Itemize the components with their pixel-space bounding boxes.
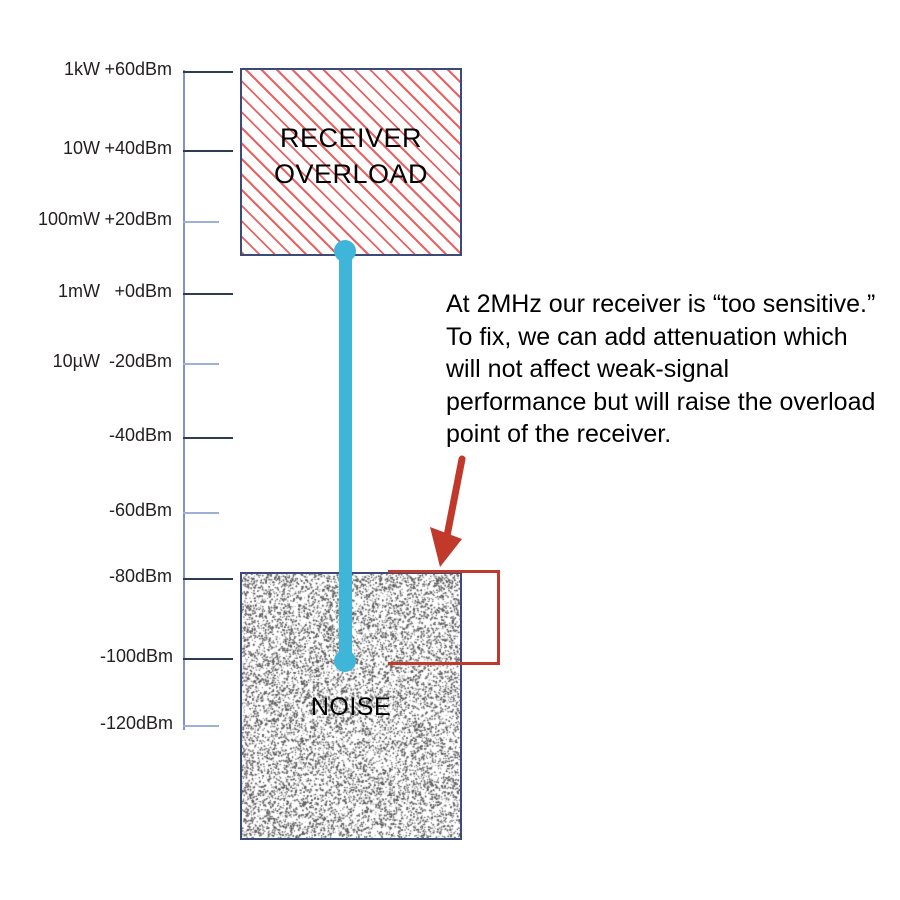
axis-tick — [183, 725, 219, 727]
axis-tick-label — [22, 425, 172, 446]
axis-tick-label — [22, 281, 172, 302]
axis-tick-label-dbm: +60dBm — [104, 59, 172, 79]
axis-tick-label-dbm: -120dBm — [100, 713, 174, 733]
axis-tick-label-dbm: -80dBm — [108, 566, 172, 586]
receiver-overload-label-line2: OVERLOAD — [273, 159, 429, 190]
receiver-overload-label — [240, 120, 462, 193]
axis-tick — [183, 71, 233, 73]
axis-tick — [183, 293, 233, 295]
axis-tick-label-dbm: -40dBm — [108, 425, 172, 445]
axis-tick-label-watts: 1kW — [64, 59, 100, 79]
axis-tick-label-dbm: -20dBm — [108, 351, 172, 371]
axis-tick-label — [22, 351, 172, 372]
axis-tick — [183, 658, 233, 660]
annotation-text: At 2MHz our receiver is “too sensitive.” To fix, we can add attenuation which will not affect weak-signal performance but will raise the overload point of the receiver. — [446, 290, 876, 448]
bracket-right-segment — [497, 570, 500, 665]
axis-tick — [183, 437, 233, 439]
axis-tick — [183, 512, 219, 514]
axis-tick-label-watts: 1mW — [58, 281, 100, 301]
axis-tick-label — [22, 566, 172, 587]
signal-range-bar — [339, 250, 352, 662]
attenuation-bracket — [388, 570, 500, 665]
signal-upper-endpoint-dot — [334, 240, 356, 262]
axis-tick-label-watts: 100mW — [37, 209, 100, 229]
axis-tick-label-watts: 10µW — [52, 351, 100, 371]
bracket-bottom-segment — [388, 662, 500, 665]
axis-tick-label-dbm: +40dBm — [104, 138, 172, 158]
axis-tick-label — [22, 59, 172, 80]
annotation-arrow-icon — [400, 455, 510, 575]
axis-vertical-line — [183, 70, 185, 730]
receiver-overload-label-line1: RECEIVER — [279, 123, 423, 153]
axis-tick-label — [22, 713, 172, 734]
axis-tick-label — [22, 138, 172, 159]
axis-tick-label — [22, 209, 172, 230]
axis-tick — [183, 150, 233, 152]
noise-label: NOISE — [310, 693, 392, 721]
axis-tick-label-dbm: +0dBm — [114, 281, 172, 301]
axis-tick-label-watts: 10W — [62, 138, 100, 158]
axis-tick-label-dbm: -100dBm — [100, 646, 174, 666]
axis-tick — [183, 221, 219, 223]
signal-lower-endpoint-dot — [334, 650, 356, 672]
axis-tick-label-dbm: +20dBm — [104, 209, 172, 229]
axis-tick-label — [22, 500, 172, 521]
axis-tick-label-dbm: -60dBm — [108, 500, 172, 520]
axis-tick — [183, 363, 219, 365]
axis-tick-label — [22, 646, 172, 667]
axis-tick — [183, 578, 233, 580]
